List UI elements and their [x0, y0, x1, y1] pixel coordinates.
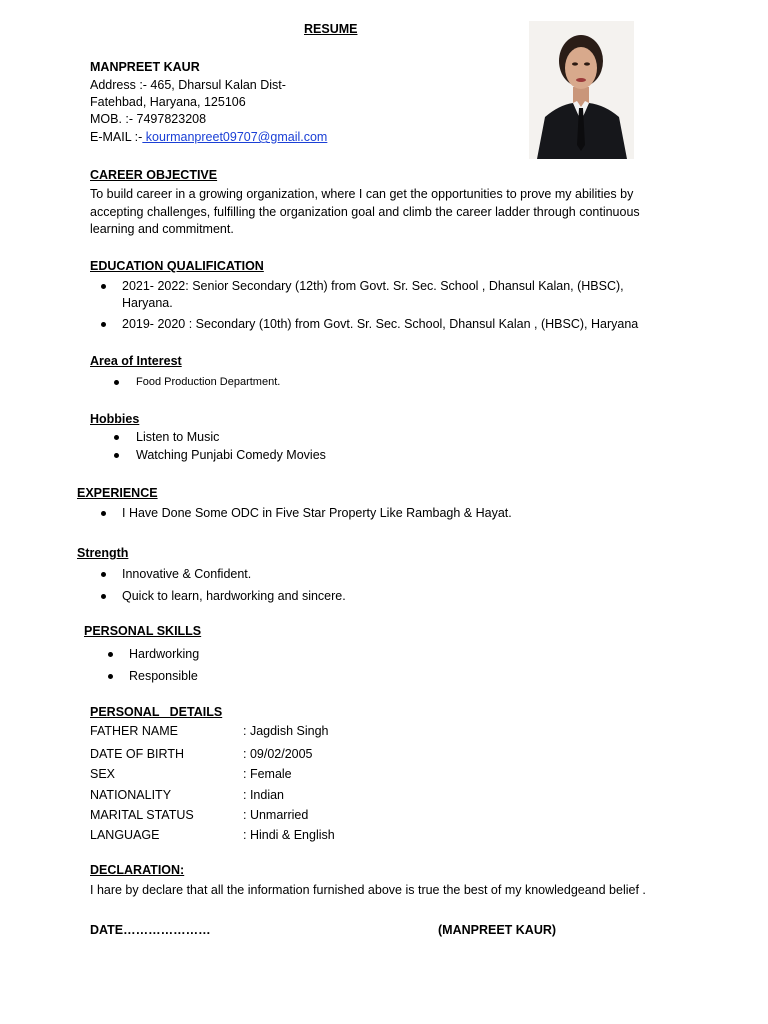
- skills-bullet-1: [108, 652, 113, 657]
- detail-label-father: FATHER NAME: [90, 724, 178, 738]
- education-item-2: 2019- 2020 : Secondary (10th) from Govt. Sr. Sec. School, Dhansul Kalan , (HBSC), Haryana: [122, 317, 639, 331]
- career-objective-heading: CAREER OBJECTIVE: [90, 168, 218, 182]
- detail-label-nationality: NATIONALITY: [90, 788, 172, 802]
- detail-value-father: : Jagdish Singh: [243, 724, 329, 738]
- education-bullet-1: [101, 284, 106, 289]
- detail-label-marital-status: MARITAL STATUS: [90, 808, 194, 822]
- date-field: DATE…………………: [90, 923, 211, 937]
- hobbies-bullet-1: [114, 435, 119, 440]
- career-objective-text: To build career in a growing organization, where I can get the opportunities to prove my abilities by accepting challenges, fulfilling the organization goal and climb the career ladder through continuous learning and commitment.: [90, 187, 640, 236]
- interest-item-1: Food Production Department.: [136, 376, 281, 388]
- strength-heading: Strength: [77, 546, 129, 560]
- signature-name: (MANPREET KAUR): [438, 923, 557, 937]
- declaration-heading: DECLARATION:: [90, 863, 185, 877]
- personal-skills-heading: PERSONAL SKILLS: [84, 624, 202, 638]
- email-row: [90, 129, 327, 146]
- strength-bullet-1: [101, 572, 106, 577]
- address-line-1: Address :- 465, Dharsul Kalan Dist-: [90, 78, 286, 92]
- interest-bullet-1: [114, 380, 119, 385]
- personal-details-heading: PERSONAL DETAILS: [90, 705, 223, 719]
- email-label: E-MAIL :-: [90, 130, 143, 144]
- education-bullet-2: [101, 322, 106, 327]
- experience-heading: EXPERIENCE: [77, 486, 158, 500]
- interest-heading: Area of Interest: [90, 354, 182, 368]
- detail-value-dob: : 09/02/2005: [243, 747, 313, 761]
- declaration-text: I hare by declare that all the information furnished above is true the best of my knowledgeand belief .: [90, 883, 646, 897]
- candidate-name: MANPREET KAUR: [90, 60, 200, 74]
- mobile-number: MOB. :- 7497823208: [90, 112, 207, 126]
- detail-label-language: LANGUAGE: [90, 828, 160, 842]
- strength-item-1: Innovative & Confident.: [122, 567, 252, 581]
- detail-value-marital-status: : Unmarried: [243, 808, 309, 822]
- hobbies-item-2: Watching Punjabi Comedy Movies: [136, 448, 326, 462]
- detail-label-sex: SEX: [90, 767, 116, 781]
- detail-label-dob: DATE OF BIRTH: [90, 747, 184, 761]
- address-line-2: Fatehbad, Haryana, 125106: [90, 95, 246, 109]
- experience-bullet-1: [101, 511, 106, 516]
- hobbies-heading: Hobbies: [90, 412, 140, 426]
- skills-item-2: Responsible: [129, 669, 198, 683]
- education-item-1-cont: Haryana.: [122, 296, 173, 310]
- detail-value-nationality: : Indian: [243, 788, 285, 802]
- profile-photo: [529, 21, 634, 159]
- hobbies-item-1: Listen to Music: [136, 430, 220, 444]
- detail-value-language: : Hindi & English: [243, 828, 335, 842]
- profile-photo-illustration: [529, 21, 634, 159]
- resume-title: RESUME: [304, 22, 358, 36]
- strength-bullet-2: [101, 594, 106, 599]
- email-link[interactable]: kourmanpreet09707@gmail.com: [142, 130, 328, 144]
- skills-item-1: Hardworking: [129, 647, 200, 661]
- education-heading: EDUCATION QUALIFICATION: [90, 259, 264, 273]
- hobbies-bullet-2: [114, 453, 119, 458]
- education-item-1: 2021- 2022: Senior Secondary (12th) from Govt. Sr. Sec. School , Dhansul Kalan, (HBSC),: [122, 279, 624, 293]
- skills-bullet-2: [108, 674, 113, 679]
- strength-item-2: Quick to learn, hardworking and sincere.: [122, 589, 346, 603]
- experience-item-1: I Have Done Some ODC in Five Star Property Like Rambagh & Hayat.: [122, 506, 512, 520]
- detail-value-sex: : Female: [243, 767, 292, 781]
